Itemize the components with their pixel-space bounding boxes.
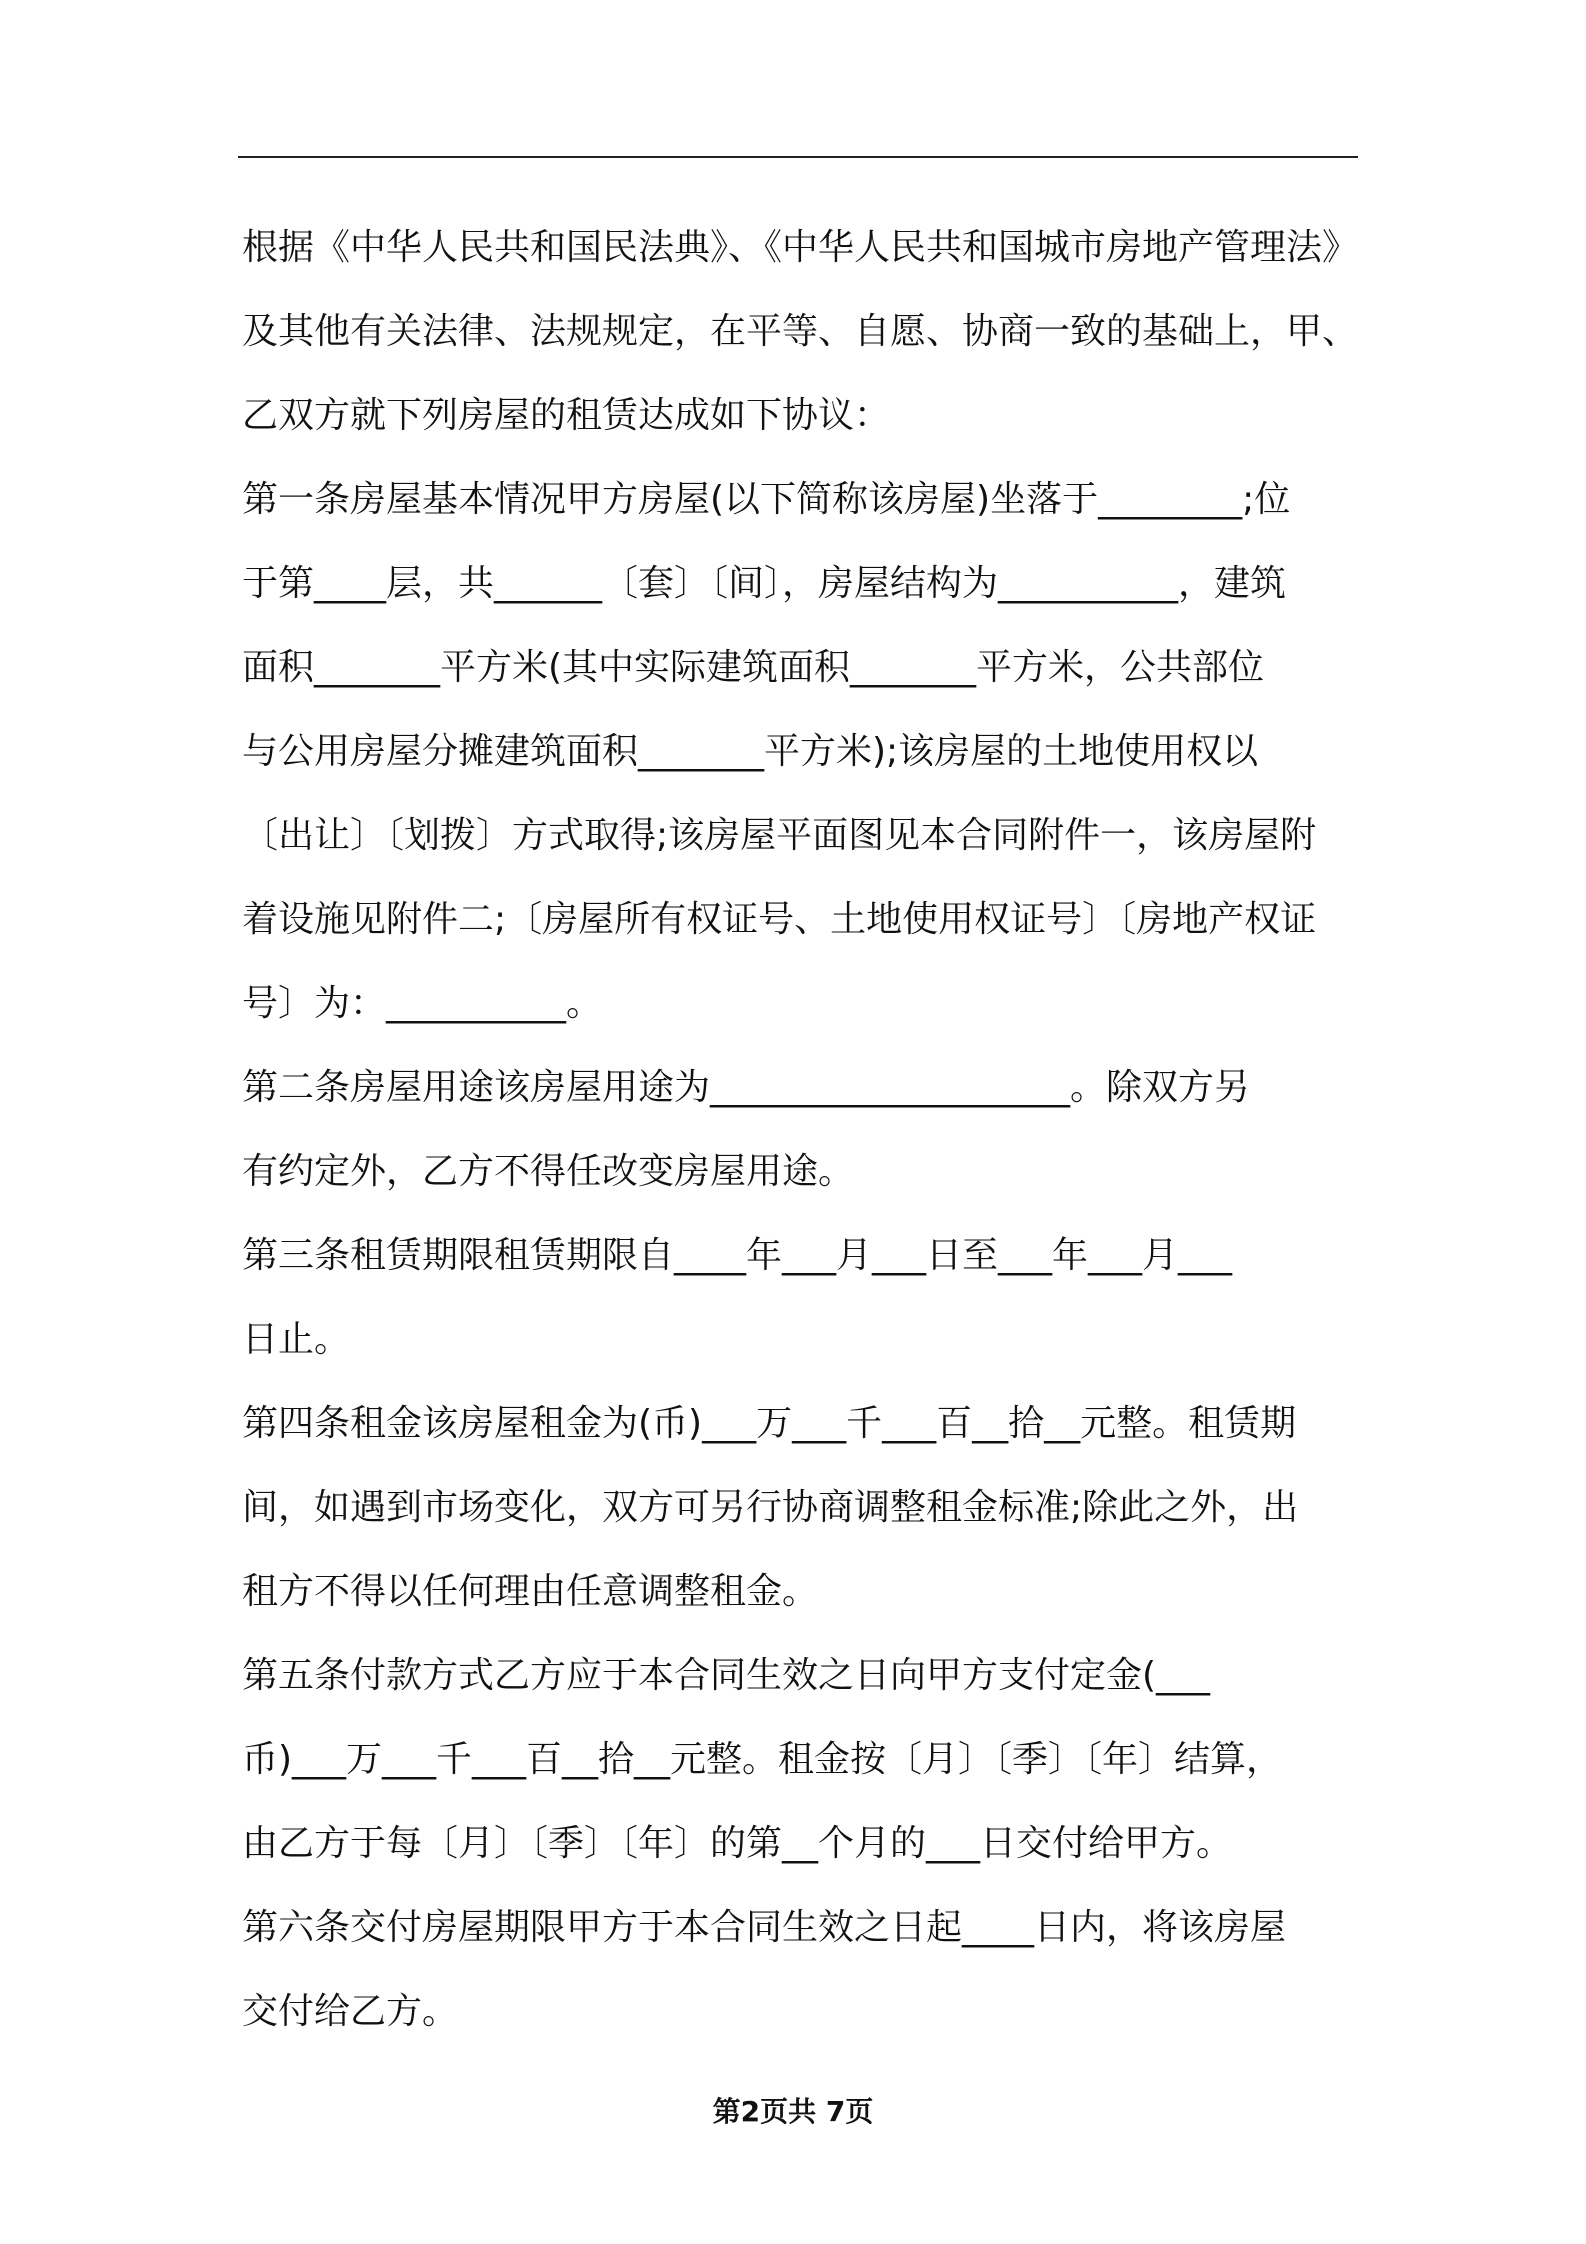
text-line: 着设施见附件二;〔房屋所有权证号、土地使用权证号〕〔房地产权证 (242, 899, 1317, 940)
text-line: 〔出让〕〔划拨〕方式取得;该房屋平面图见本合同附件一，该房屋附 (242, 815, 1317, 856)
text-line: 第四条租金该房屋租金为(币)___万___千___百__拾__元整。租赁期 (242, 1403, 1297, 1444)
text-line: 面积_______平方米(其中实际建筑面积_______平方米，公共部位 (242, 647, 1265, 688)
page-number: 第2页共 7页 (712, 2095, 874, 2128)
text-line: 与公用房屋分摊建筑面积_______平方米);该房屋的土地使用权以 (242, 731, 1259, 772)
text-line: 第三条租赁期限租赁期限自____年___月___日至___年___月___ (242, 1235, 1233, 1276)
contract-body (242, 206, 1360, 2054)
text-line: 交付给乙方。 (242, 1991, 459, 2032)
text-line: 日止。 (242, 1319, 351, 1360)
text-line: 及其他有关法律、法规规定，在平等、自愿、协商一致的基础上，甲、 (242, 311, 1359, 352)
text-line: 根据《中华人民共和国民法典》、《中华人民共和国城市房地产管理法》 (242, 227, 1359, 268)
text-line: 间，如遇到市场变化，双方可另行协商调整租金标准;除此之外，出 (242, 1487, 1299, 1528)
text-line: 于第____层，共______〔套〕〔间〕，房屋结构为__________，建筑 (242, 563, 1287, 604)
text-line: 号〕为：__________。 (242, 983, 603, 1024)
text-line: 有约定外，乙方不得任改变房屋用途。 (242, 1151, 855, 1192)
text-line: 乙双方就下列房屋的租赁达成如下协议： (242, 395, 891, 436)
text-line: 由乙方于每〔月〕〔季〕〔年〕的第__个月的___日交付给甲方。 (242, 1823, 1233, 1864)
header-rule (238, 156, 1358, 158)
text-line: 第六条交付房屋期限甲方于本合同生效之日起____日内，将该房屋 (242, 1907, 1287, 1948)
text-line: 第二条房屋用途该房屋用途为____________________。除双方另 (242, 1067, 1251, 1108)
text-line: 租方不得以任何理由任意调整租金。 (242, 1571, 819, 1612)
text-line: 币)___万___千___百__拾__元整。租金按〔月〕〔季〕〔年〕结算， (242, 1739, 1283, 1780)
text-line: 第一条房屋基本情况甲方房屋(以下简称该房屋)坐落于________;位 (242, 479, 1291, 520)
text-line: 第五条付款方式乙方应于本合同生效之日向甲方支付定金(___ (242, 1655, 1211, 1696)
